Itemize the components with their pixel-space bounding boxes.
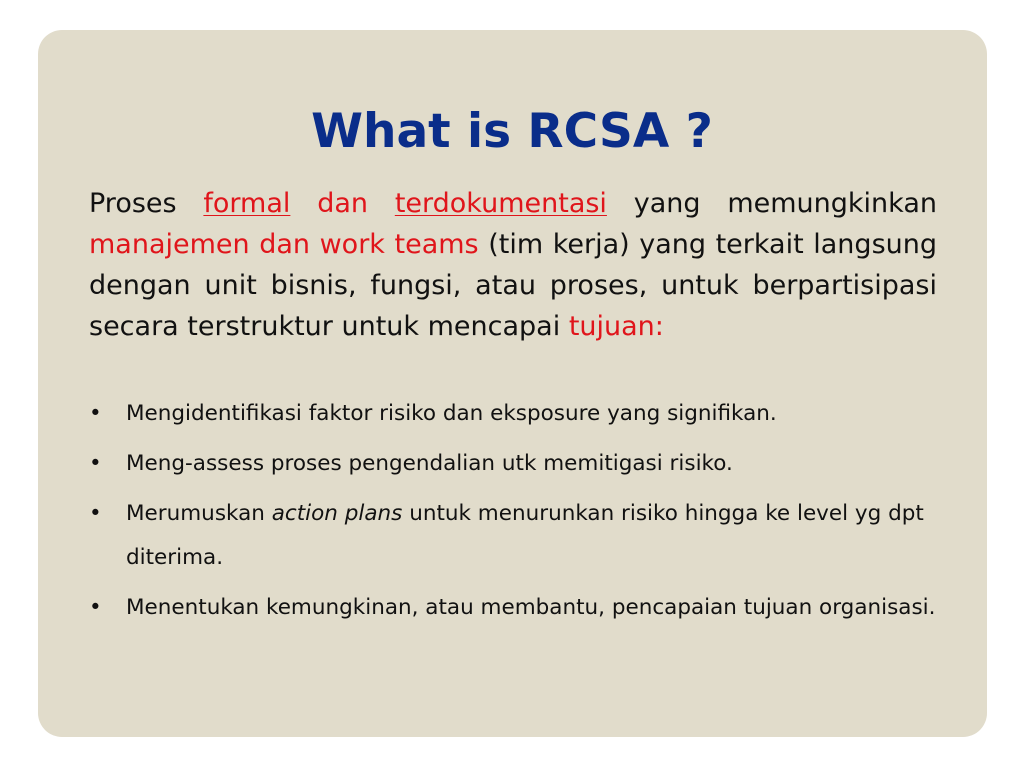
- keyword-formal: formal: [203, 188, 291, 219]
- bullet-list: [89, 392, 949, 636]
- bullet-dot-icon: •: [89, 401, 102, 426]
- slide-title: What is RCSA ?: [311, 104, 713, 159]
- bullet-item: [89, 492, 949, 580]
- bullet-item: [89, 586, 949, 630]
- bullet-text-before: Merumuskan: [126, 501, 272, 526]
- bullet-text: Meng-assess proses pengendalian utk memitigasi risiko.: [126, 451, 733, 476]
- bullet-dot-icon: •: [89, 501, 102, 526]
- para-text-2: dan: [290, 188, 395, 219]
- bullet-text: Menentukan kemungkinan, atau membantu, pencapaian tujuan organisasi.: [126, 595, 936, 620]
- bullet-dot-icon: •: [89, 595, 102, 620]
- bullet-item: [89, 442, 949, 486]
- keyword-tujuan: tujuan:: [568, 311, 664, 342]
- bullet-text: Mengidentifikasi faktor risiko dan eksposure yang signifikan.: [126, 401, 777, 426]
- para-text-1: Proses: [89, 188, 204, 219]
- para-text-4: (tim kerja) yang terkait langsung dengan unit bisnis, fungsi, atau proses, untuk berpartisipasi secara terstruktur untuk mencapai: [89, 229, 937, 342]
- intro-paragraph: [89, 183, 937, 347]
- bullet-item: [89, 392, 949, 436]
- bullet-text-italic: action plans: [271, 501, 403, 526]
- para-text-3: yang memungkinkan: [606, 188, 937, 219]
- keyword-manajemen: manajemen dan work teams: [89, 229, 479, 260]
- bullet-text-after: untuk menurunkan risiko hingga ke level yg dpt diterima.: [126, 501, 924, 570]
- keyword-terdokumentasi: terdokumentasi: [394, 188, 607, 219]
- bullet-dot-icon: •: [89, 451, 102, 476]
